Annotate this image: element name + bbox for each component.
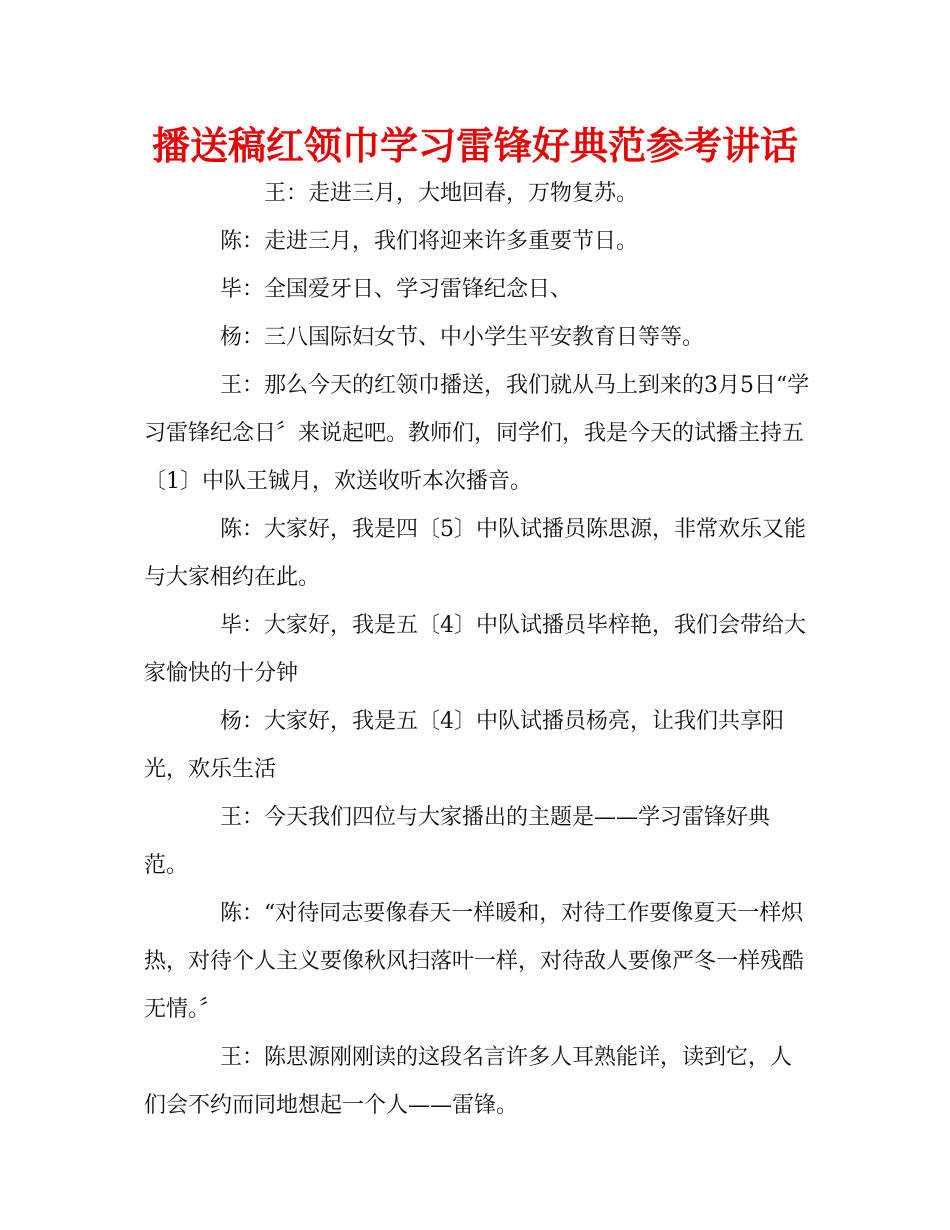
paragraph: 王：走进三月，大地回春，万物复苏。 [264, 181, 639, 206]
paragraph: 毕：全国爱牙日、学习雷锋纪念日、 [220, 277, 573, 302]
paragraph: 王：那么今天的红领巾播送，我们就从马上到来的3月5日“学习雷锋纪念日〞来说起吧。教师们，同学们，我是今天的试播主持五〔1〕中队王铖月，欢送收听本次播音。 [144, 373, 810, 494]
paragraph: 王：今天我们四位与大家播出的主题是——学习雷锋好典范。 [144, 805, 771, 878]
paragraph: 杨：大家好，我是五〔4〕中队试播员杨亮，让我们共享阳光，欢乐生活 [144, 709, 784, 782]
paragraph: 王：陈思源刚刚读的这段名言许多人耳熟能详，读到它，人们会不约而同地想起一个人——雷锋。 [144, 1045, 793, 1118]
paragraph: 陈：走进三月，我们将迎来许多重要节日。 [220, 229, 639, 254]
paragraph: 陈：“对待同志要像春天一样暖和，对待工作要像夏天一样炽热，对待个人主义要像秋风扫落叶一样，对待敌人要像严冬一样残酷无情。〞 [144, 901, 805, 1022]
document-title: 播送稿红领巾学习雷锋好典范参考讲话 [151, 124, 798, 168]
document-body [144, 170, 810, 1130]
paragraph: 毕：大家好，我是五〔4〕中队试播员毕梓艳，我们会带给大家愉快的十分钟 [144, 613, 806, 686]
paragraph: 陈：大家好，我是四〔5〕中队试播员陈思源，非常欢乐又能与大家相约在此。 [144, 517, 806, 590]
paragraph: 杨：三八国际妇女节、中小学生平安教育日等等。 [220, 325, 705, 350]
